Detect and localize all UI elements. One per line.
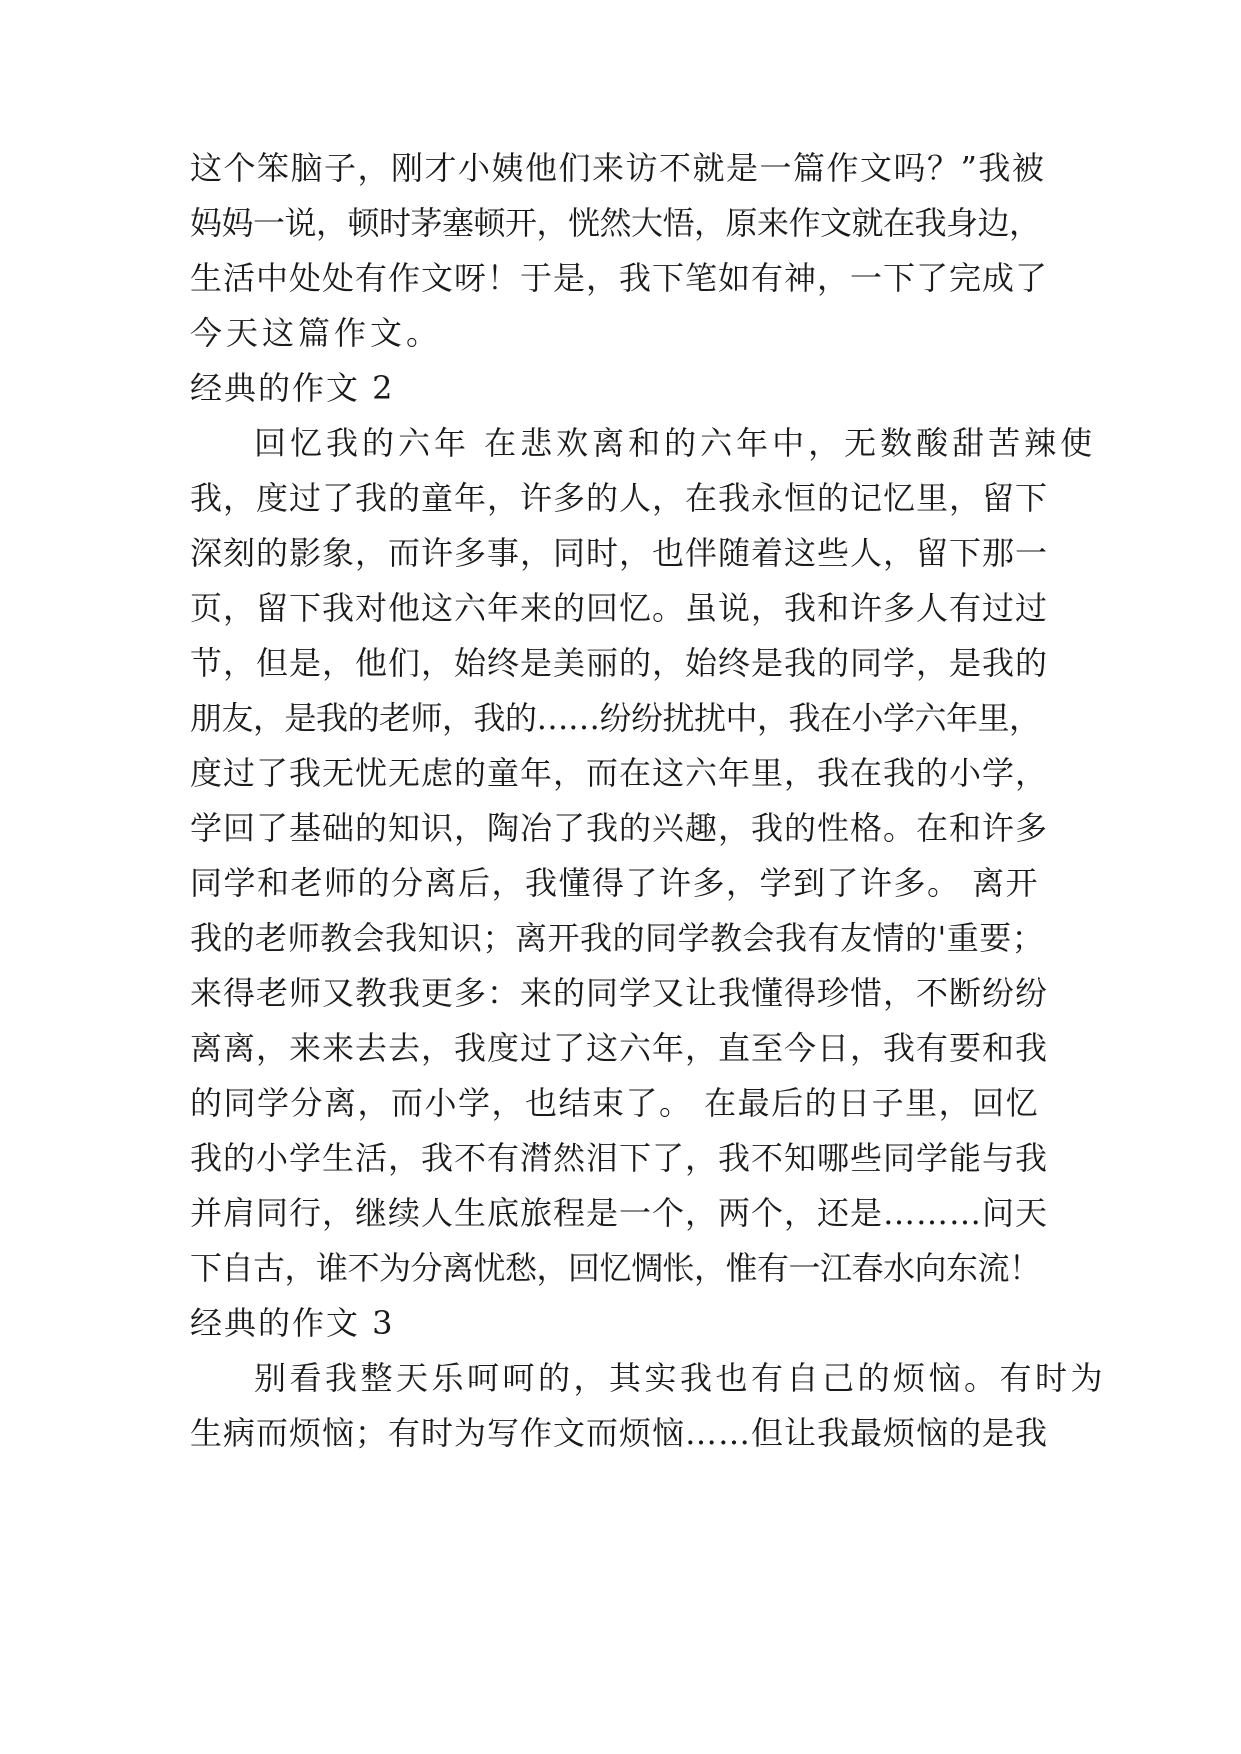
body-text-line: 朋友，是我的老师，我的……纷纷扰扰中，我在小学六年里， <box>190 699 1041 737</box>
body-text-line: 我的老师教会我知识；离开我的同学教会我有友情的'重要； <box>190 919 1045 957</box>
body-text-line: 下自古，谁不为分离忧愁，回忆惆怅，惟有一江春水向东流！ <box>190 1249 1041 1287</box>
body-text-line: 并肩同行，继续人生底旅程是一个，两个，还是………问天 <box>190 1194 1049 1232</box>
body-text-line: 节，但是，他们，始终是美丽的，始终是我的同学，是我的 <box>190 644 1049 682</box>
body-text-line: 回忆我的六年 在悲欢离和的六年中，无数酸甜苦辣使 <box>254 424 1097 462</box>
body-text-line: 今天这篇作文。 <box>190 314 443 352</box>
body-text-line: 我的小学生活，我不有潸然泪下了，我不知哪些同学能与我 <box>190 1139 1049 1177</box>
body-text-line: 页，留下我对他这六年来的回忆。虽说，我和许多人有过过 <box>190 589 1049 627</box>
body-text-line: 度过了我无忧无虑的童年，而在这六年里，我在我的小学， <box>190 754 1049 792</box>
body-text-line: 来得老师又教我更多：来的同学又让我懂得珍惜，不断纷纷 <box>190 974 1049 1012</box>
section-heading: 经典的作文 2 <box>190 369 395 407</box>
body-text-line: 深刻的影象，而许多事，同时，也伴随着这些人，留下那一 <box>190 534 1049 572</box>
body-text-line: 学回了基础的知识，陶冶了我的兴趣，我的性格。在和许多 <box>190 809 1049 847</box>
body-text-line: 生活中处处有作文呀！于是，我下笔如有神，一下了完成了 <box>190 259 1049 297</box>
body-text-line: 同学和老师的分离后，我懂得了许多，学到了许多。 离开 <box>190 864 1040 902</box>
body-text-line: 生病而烦恼；有时为写作文而烦恼……但让我最烦恼的是我 <box>190 1414 1049 1452</box>
body-text-line: 妈妈一说，顿时茅塞顿开，恍然大悟，原来作文就在我身边， <box>190 204 1041 242</box>
body-text-line: 我，度过了我的童年，许多的人，在我永恒的记忆里，留下 <box>190 479 1049 517</box>
section-heading: 经典的作文 3 <box>190 1304 395 1342</box>
body-text-line: 这个笨脑子，刚才小姨他们来访不就是一篇作文吗？”我被 <box>190 149 1046 187</box>
body-text-line: 的同学分离，而小学，也结束了。 在最后的日子里，回忆 <box>190 1084 1040 1122</box>
body-text-line: 别看我整天乐呵呵的，其实我也有自己的烦恼。有时为 <box>254 1359 1107 1397</box>
body-text-line: 离离，来来去去，我度过了这六年，直至今日，我有要和我 <box>190 1029 1049 1067</box>
